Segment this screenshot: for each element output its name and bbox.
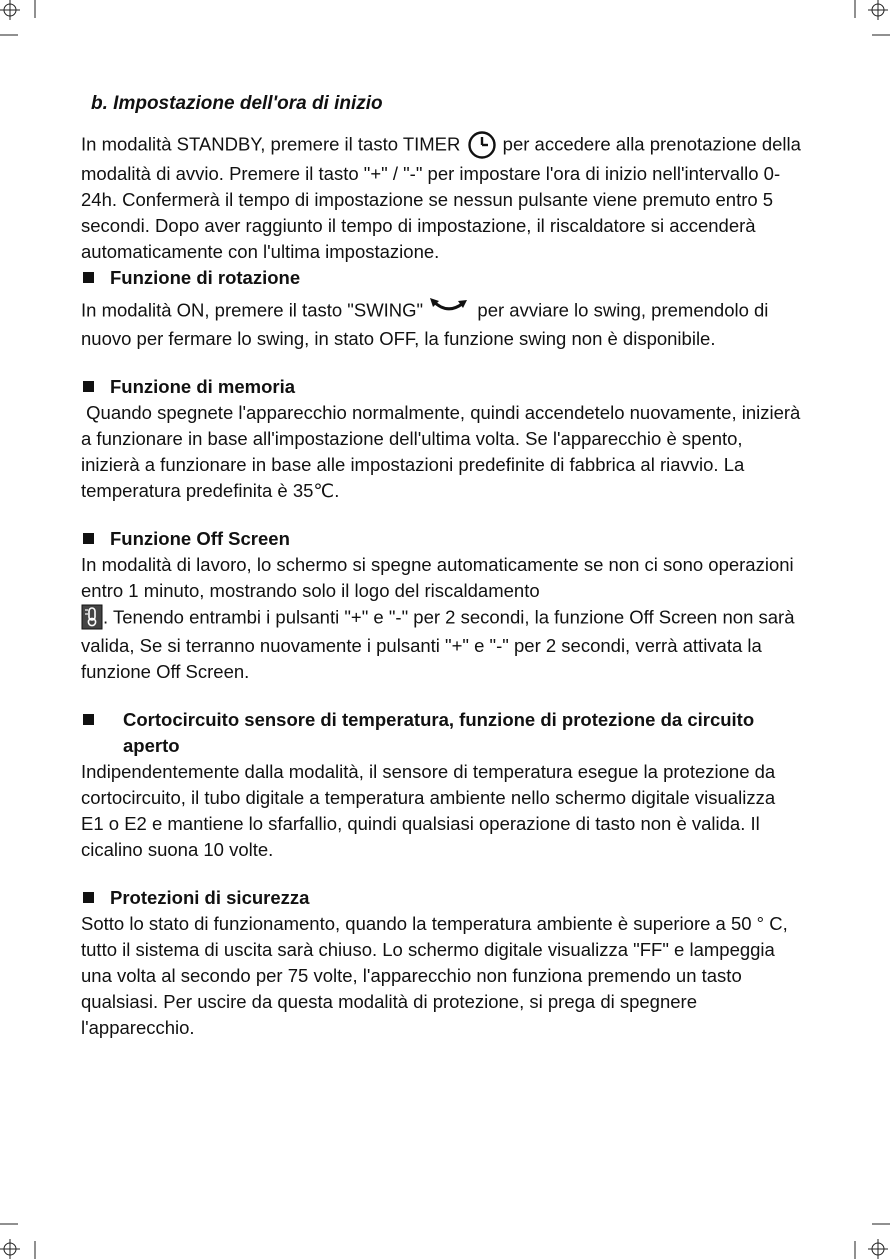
sensor-heading: [81, 707, 801, 759]
bullet-square-icon: [83, 714, 94, 725]
clock-icon: [466, 130, 498, 161]
offscreen-heading: [81, 526, 801, 552]
memory-heading: [81, 374, 801, 400]
rotation-paragraph: [81, 297, 801, 352]
bullet-square-icon: [83, 272, 94, 283]
offscreen-text-b: . Tenendo entrambi i pulsanti "+" e "-" per 2 secondi, la funzione Off Screen non sarà valida, Se si terranno nuovamente i pulsanti "+" e "-" per 2 secondi, verrà attivata la funzione Off Screen.: [81, 606, 795, 682]
rotation-title: Funzione di rotazione: [110, 267, 301, 288]
memory-paragraph: Quando spegnete l'apparecchio normalmente, quindi accendetelo nuovamente, inizierà a funzionare in base all'impostazione dell'ultima volta. Se l'apparecchio è spento, inizierà a funzionare in base alle impostazioni predefinite di fabbrica al riavvio. La temperatura predefinita è 35℃.: [81, 402, 806, 501]
safety-paragraph: Sotto lo stato di funzionamento, quando la temperatura ambiente è superiore a 50 ° C, tutto il sistema di uscita sarà chiuso. Lo schermo digitale visualizza "FF" e lampeggia una volta al secondo per 75 volte, l'apparecchio non funziona premendo un tasto qualsiasi. Per uscire da questa modalità di protezione, si prega di spegnere l'apparecchio.: [81, 913, 788, 1038]
memory-title: Funzione di memoria: [110, 376, 296, 397]
offscreen-paragraph: [81, 552, 801, 685]
swing-arrow-icon: [428, 297, 472, 326]
start-time-text-b: per accedere alla prenotazione della modalità di avvio. Premere il tasto "+" / "-" per impostare l'ora di inizio nell'intervallo 0-24h. Confermerà il tempo di impostazione se nessun pulsante viene premuto entro 5 secondi. Dopo aver raggiunto il tempo di impostazione, il riscaldatore si accenderà automaticamente con l'ultima impostazione.: [81, 133, 801, 262]
sensor-title: Cortocircuito sensore di temperatura, funzione di protezione da circuito aperto: [123, 709, 755, 756]
bullet-square-icon: [83, 381, 94, 392]
rotation-heading: [81, 265, 801, 291]
safety-title: Protezioni di sicurezza: [110, 887, 310, 908]
sensor-paragraph: Indipendentemente dalla modalità, il sensore di temperatura esegue la protezione da cortocircuito, il tubo digitale a temperatura ambiente nello schermo digitale visualizza E1 o E2 e mantiene lo sfarfallio, quindi qualsiasi operazione di tasto non è valida. Il cicalino suona 10 volte.: [81, 761, 776, 860]
section-subtitle: b. Impostazione dell'ora di inizio: [91, 93, 383, 114]
offscreen-title: Funzione Off Screen: [110, 528, 290, 549]
bullet-square-icon: [83, 533, 94, 544]
safety-heading: [81, 885, 801, 911]
heating-logo-icon: [81, 604, 103, 633]
rotation-text-b: per avviare lo swing, premendolo di nuovo per fermare lo swing, in stato OFF, la funzione swing non è disponibile.: [81, 299, 769, 349]
offscreen-text-a: In modalità di lavoro, lo schermo si spegne automaticamente se non ci sono operazioni entro 1 minuto, mostrando solo il logo del riscaldamento: [81, 554, 794, 601]
start-time-paragraph: [81, 130, 801, 265]
bullet-square-icon: [83, 892, 94, 903]
start-time-text-a: In modalità STANDBY, premere il tasto TIMER: [81, 133, 461, 155]
rotation-text-a: In modalità ON, premere il tasto "SWING": [81, 299, 424, 321]
content: [81, 92, 806, 1041]
